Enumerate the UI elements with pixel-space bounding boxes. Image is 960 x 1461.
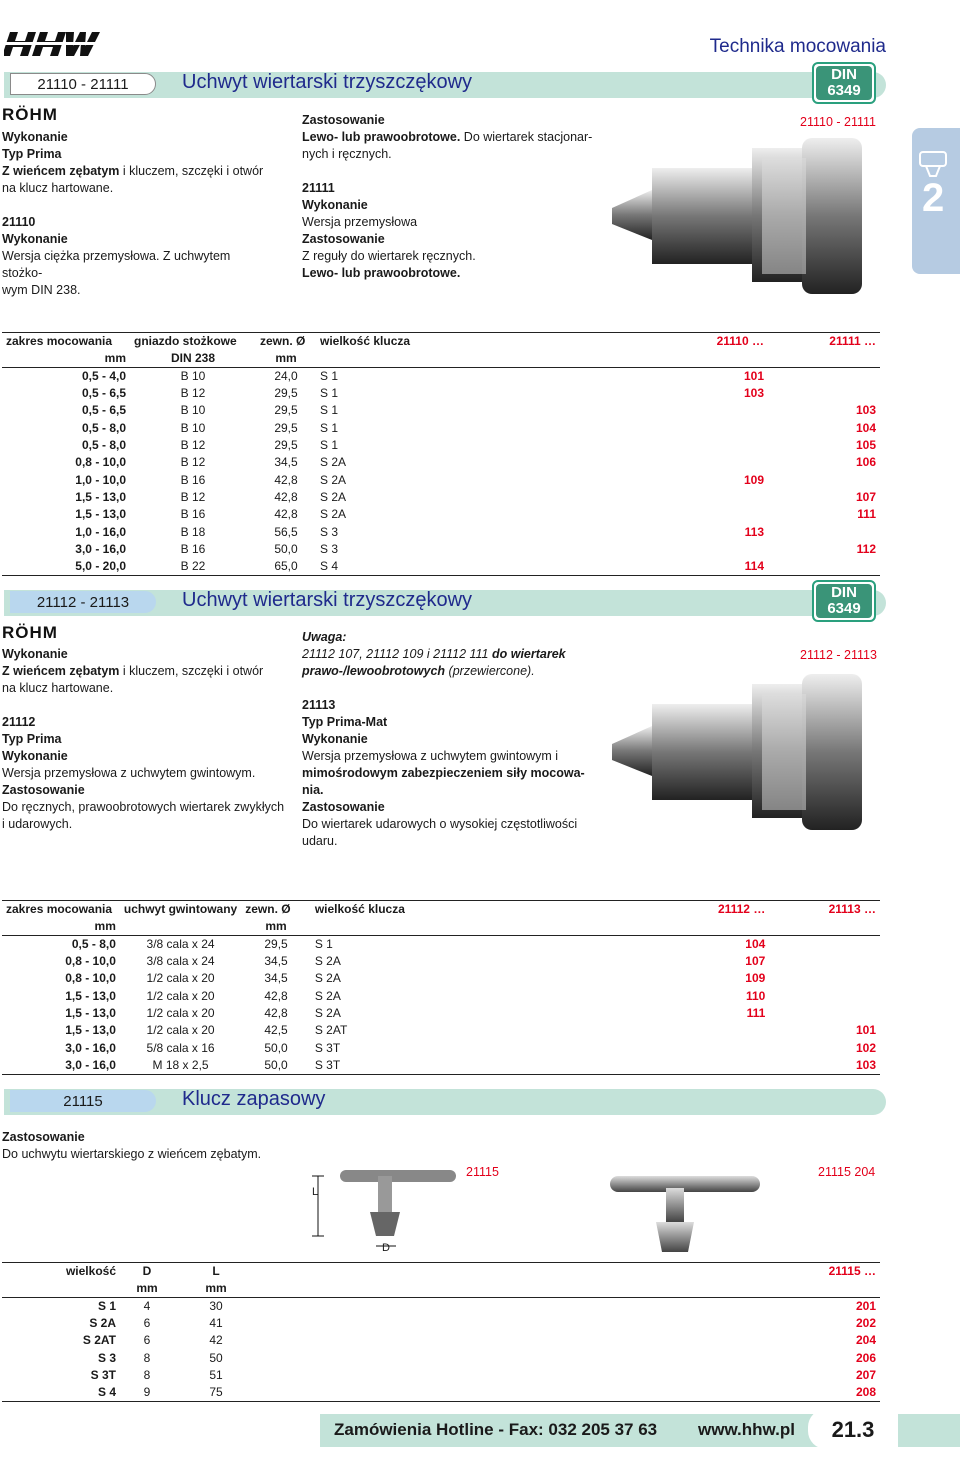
table-cell: 42,8 [274,489,298,504]
table-cell: S 2A [314,971,341,986]
page-number: 21.3 [808,1409,898,1449]
table-cell: 34,5 [264,971,288,986]
table-cell: 1/2 cala x 20 [146,1006,215,1021]
table-cell: 42 [209,1333,223,1348]
table-cell: B 12 [180,386,206,401]
s1-table-rows [2,368,880,576]
table-cell [659,1022,770,1039]
table-cell: B 22 [130,558,256,576]
table-cell: 0,8 - 10,0 [65,954,116,969]
table-row [2,506,880,523]
table-cell: 30 [209,1299,223,1313]
table-cell: S 1 [314,937,333,951]
table-cell [656,437,768,454]
table-cell: 0,5 - 8,0 [81,420,126,435]
table-cell: 65,0 [256,558,316,576]
table-cell: 29,5 [274,403,298,418]
table-cell: 0,8 - 10,0 [65,971,116,986]
table-cell: 6 [143,1333,151,1348]
table-row [2,385,880,402]
table-cell: 29,5 [274,386,298,401]
table-cell: S 2A [314,1006,341,1021]
table-cell: S 1 [97,1299,116,1313]
table-cell: S 2AT [314,1023,348,1038]
s1-table: zakres mocowania gniazdo stożkowe zewn. Ø wielkość klucza 21110 … 21111 … mm DIN 238 mm 0,5 - 4,0 B 10 24,0 S 1 101 0,5 - 6,5 B 12 29,5 S 1 103 0,5 - 6,5 B 10 29,5 S 1 103 0,5 - 8,0 B 10 29,5 S 1 104 0,5 - 8,0 B 12 29,5 S 1 105 0,8 - 10,0 B 12 34,5 S 2A 106 1,0 - 10,0 B 16 42,8 S 2A 109 1,5 - 13,0 B 12 42,8 S 2A 107 1,5 - 13,0 B 16 42,8 S 2A 111 1,0 - 16,0 B 18 56,5 S 3 113 3,0 - 16,0 B 16 50,0 S 3 112 5,0 - 20,0 B 22 65,0 S 4 114 [2,332,880,576]
table-cell [769,970,880,987]
table-cell: 3/8 cala x 24 [146,937,215,951]
table-cell: 105 [855,438,876,453]
table-cell: S 3 [97,1350,116,1365]
table-cell: 42,8 [264,988,288,1003]
table-cell: 1,5 - 13,0 [65,988,116,1003]
table-cell: 3,0 - 16,0 [65,1040,116,1055]
table-row [2,1298,880,1316]
table-cell: 42,8 [274,507,298,522]
table-cell: 1,0 - 16,0 [75,524,126,539]
s1-image-label: 21110 - 21111 [800,115,876,129]
table-cell: 202 [855,1316,876,1331]
table-row [2,402,880,419]
table-row [2,471,880,488]
table-cell: B 18 [180,524,206,539]
table-row [2,541,880,558]
table-cell: 34,5 [274,455,298,470]
table-cell: 56,5 [274,524,298,539]
table-cell [659,1057,770,1075]
table-cell: S 4 [316,558,656,576]
table-cell: 103 [769,1057,880,1075]
table-cell: 101 [855,1023,876,1038]
s2-mid-text: Uwaga: 21112 107, 21112 109 i 21112 111 do wiertarek prawo-/lewoobrotowych (przewiercone). 21113 Typ Prima-Mat Wykonanie Wersja przemysłowa z uchwytem gwintowym i mimośrodowym zabezpieczeniem siły mocowa- nia. Zastosowanie Do wiertarek udarowych o wysokiej częstotliwości udaru. [302,630,585,848]
table-cell: S 1 [320,369,339,383]
section-bar-21112 [4,590,886,616]
table-cell: B 16 [180,541,206,556]
table-cell: 102 [855,1040,876,1055]
product-code-pill: 21115 [10,1090,156,1112]
table-cell: B 16 [180,507,206,522]
dimension-l-label: L [312,1186,319,1198]
table-row [2,368,880,386]
table-cell: 3,0 - 16,0 [75,541,126,556]
s1-mid-text: Zastosowanie Lewo- lub prawoobrotowe. Do wiertarek stacjonar- nych i ręcznych. 21111 Wykonanie Wersja przemysłowa Zastosowanie Z reguły do wiertarek ręcznych. Lewo- lub prawoobrotowe. [302,113,593,280]
table-cell: B 12 [180,438,206,453]
table-cell: 1,5 - 13,0 [75,507,126,522]
table-cell: 113 [744,524,764,539]
table-cell [768,558,880,576]
table-cell: 106 [855,455,876,470]
table-cell: 206 [855,1350,876,1365]
table-cell: B 10 [180,403,206,418]
table-cell: 112 [856,541,876,556]
s3-table: wielkość D L 21115 … mm mm S 1 4 30 201 S 2A 6 41 202 S 2AT 6 42 204 S 3 8 50 206 S 3T 8 51 207 S 4 9 75 208 [2,1262,880,1402]
table-cell [768,523,880,540]
footer-website-link[interactable]: www.hhw.pl [698,1420,795,1439]
table-cell: 50,0 [274,541,298,556]
table-cell [656,541,768,558]
table-cell: M 18 x 2,5 [120,1057,241,1075]
table-cell: S 2A [320,455,347,470]
table-cell: 201 [855,1299,876,1313]
table-cell: 8 [143,1350,151,1365]
s3-table-rows [2,1298,880,1402]
table-cell: B 12 [180,455,206,470]
table-cell: 4 [143,1299,151,1313]
s2-image-label: 21112 - 21113 [800,648,877,662]
table-cell: 5/8 cala x 16 [146,1040,215,1055]
table-cell: 29,5 [274,420,298,435]
table-cell: 41 [209,1316,223,1331]
table-cell: 1/2 cala x 20 [146,971,215,986]
product-code-pill: 21112 - 21113 [10,591,156,613]
table-cell: 104 [745,937,766,951]
table-cell: 204 [855,1333,876,1348]
page-header-title: Technika mocowania [709,36,886,57]
table-row [2,437,880,454]
s3-image-label-2: 21115 204 [818,1165,876,1179]
table-cell: 42,5 [264,1023,288,1038]
table-cell: S 1 [320,403,339,418]
s2-table-rows [2,936,880,1075]
table-cell: 42,8 [264,1006,288,1021]
table-cell: S 3 [320,524,339,539]
table-cell: 107 [855,489,876,504]
table-cell: B 10 [180,369,206,383]
table-cell: 50,0 [241,1057,311,1075]
table-row [2,523,880,540]
table-cell: S 3T [90,1368,116,1383]
table-cell: S 1 [320,386,339,401]
s2-table: zakres mocowania uchwyt gwintowany zewn. Ø wielkość klucza 21112 … 21113 … mm mm 0,5 - 8,0 3/8 cala x 24 29,5 S 1 104 0,8 - 10,0 3/8 cala x 24 34,5 S 2A 107 0,8 - 10,0 1/2 cala x 20 34,5 S 2A 109 1,5 - 13,0 1/2 cala x 20 42,8 S 2A 110 1,5 - 13,0 1/2 cala x 20 42,8 S 2A 111 1,5 - 13,0 1/2 cala x 20 42,5 S 2AT 101 3,0 - 16,0 5/8 cala x 16 50,0 S 3T 102 3,0 - 16,0 M 18 x 2,5 50,0 S 3T 103 [2,900,880,1075]
table-cell: 107 [745,954,766,969]
table-cell: 51 [209,1368,223,1383]
table-row [2,1350,880,1367]
table-cell: S 2AT [82,1333,116,1348]
table-cell: 24,0 [274,369,298,383]
table-cell: 114 [656,558,768,576]
table-cell: 50 [209,1350,223,1365]
table-cell: 111 [746,1006,766,1021]
product-code-pill: 21110 - 21111 [10,73,156,95]
table-cell: 6 [143,1316,151,1331]
section-title: Klucz zapasowy [182,1088,326,1110]
dimension-d-label: D [382,1242,390,1254]
table-cell: S 2A [89,1316,116,1331]
drill-chuck-image [612,128,882,323]
table-row [2,489,880,506]
table-cell: 0,5 - 4,0 [81,369,126,383]
table-cell: S 3T [311,1057,659,1075]
table-cell: 29,5 [274,438,298,453]
s2-left-text: Wykonanie Z wieńcem zębatym i kluczem, szczęki i otwór na klucz hartowane. 21112 Typ Prima Wykonanie Wersja przemysłowa z uchwytem gwintowym. Zastosowanie Do ręcznych, prawoobrotowych wiertarek zwykłych i udarowych. [2,647,285,831]
table-cell: 50,0 [264,1040,288,1055]
rohm-logo: RÖHM [2,105,58,124]
table-cell: 29,5 [264,937,288,951]
table-cell: 0,8 - 10,0 [75,455,126,470]
table-cell [769,953,880,970]
table-cell: 42,8 [274,472,298,487]
table-cell: S 4 [2,1384,120,1402]
table-row [2,970,880,987]
table-cell: 3/8 cala x 24 [146,954,215,969]
section-title: Uchwyt wiertarski trzyszczękowy [182,589,473,611]
chuck-key-drawing [300,1166,460,1263]
table-row [2,1367,880,1384]
table-cell: S 1 [320,438,339,453]
drill-chuck-image [612,664,882,859]
table-cell: 104 [855,420,876,435]
table-cell: 0,5 - 6,5 [81,403,126,418]
table-cell [656,420,768,437]
table-cell: S 2A [320,472,347,487]
table-row [2,1039,880,1056]
table-cell: S 3 [320,541,339,556]
table-cell: S 2A [314,954,341,969]
table-cell: 5,0 - 20,0 [2,558,130,576]
table-cell: S 2A [314,988,341,1003]
s1-left-text: Wykonanie Typ Prima Z wieńcem zębatym i kluczem, szczęki i otwór na klucz hartowane. 21110 Wykonanie Wersja ciężka przemysłowa. Z uchwytem stożko- wym DIN 238. [2,130,264,297]
table-row [2,953,880,970]
table-row [2,936,880,954]
table-cell: S 1 [320,420,339,435]
hhw-logo [4,30,100,63]
table-cell: 110 [745,988,766,1003]
table-cell: 9 [120,1384,174,1402]
table-cell: 101 [743,369,764,383]
s3-text: Zastosowanie Do uchwytu wiertarskiego z wieńcem zębatym. [2,1130,262,1161]
table-cell [656,402,768,419]
table-cell: 1,5 - 13,0 [65,1023,116,1038]
table-row [2,1057,880,1075]
footer-hotline: Zamówienia Hotline - Fax: 032 205 37 63 [334,1420,658,1439]
table-cell: 0,5 - 6,5 [81,386,126,401]
table-cell: 34,5 [264,954,288,969]
table-cell: 207 [855,1368,876,1383]
chuck-key-image [604,1168,764,1263]
table-cell [656,454,768,471]
table-cell: B 12 [180,489,206,504]
table-cell [656,489,768,506]
table-cell: 1,0 - 10,0 [75,472,126,487]
table-row [2,1022,880,1039]
table-cell: 1/2 cala x 20 [146,1023,215,1038]
table-cell [768,385,880,402]
table-cell [656,506,768,523]
table-cell: B 16 [180,472,206,487]
table-cell [659,1039,770,1056]
table-cell [769,936,880,954]
table-cell: 75 [174,1384,258,1402]
table-cell: S 2A [320,489,347,504]
table-cell: 3,0 - 16,0 [2,1057,120,1075]
table-row [2,1384,880,1402]
table-cell: 111 [857,507,876,522]
table-cell: 1/2 cala x 20 [146,988,215,1003]
din-badge: DIN 6349 [812,580,876,622]
table-cell: 0,5 - 8,0 [71,937,116,951]
table-cell [769,988,880,1005]
table-cell: 1,5 - 13,0 [75,489,126,504]
table-row [2,558,880,576]
table-cell: 109 [743,472,764,487]
table-row [2,1332,880,1349]
section-title: Uchwyt wiertarski trzyszczękowy [182,71,473,93]
table-row [2,1005,880,1022]
din-badge: DIN 6349 [812,62,876,104]
section-bar-21110 [4,72,886,98]
table-cell [768,368,880,386]
table-cell: B 10 [180,420,206,435]
table-row [2,988,880,1005]
table-cell: S 3T [314,1040,341,1055]
table-cell: S 2A [320,507,347,522]
chapter-number: 2 [922,176,945,220]
table-cell: 1,5 - 13,0 [65,1006,116,1021]
table-cell: 0,5 - 8,0 [81,438,126,453]
table-cell [769,1005,880,1022]
table-row [2,454,880,471]
table-cell: 103 [855,403,876,418]
table-cell: 208 [258,1384,880,1402]
section-bar-21115 [4,1089,886,1115]
table-cell: 8 [143,1368,151,1383]
table-row [2,420,880,437]
table-cell [768,471,880,488]
table-cell: 103 [743,386,764,401]
s3-image-label-1: 21115 [466,1165,499,1179]
table-row [2,1315,880,1332]
table-cell: 109 [745,971,766,986]
rohm-logo: RÖHM [2,623,58,642]
